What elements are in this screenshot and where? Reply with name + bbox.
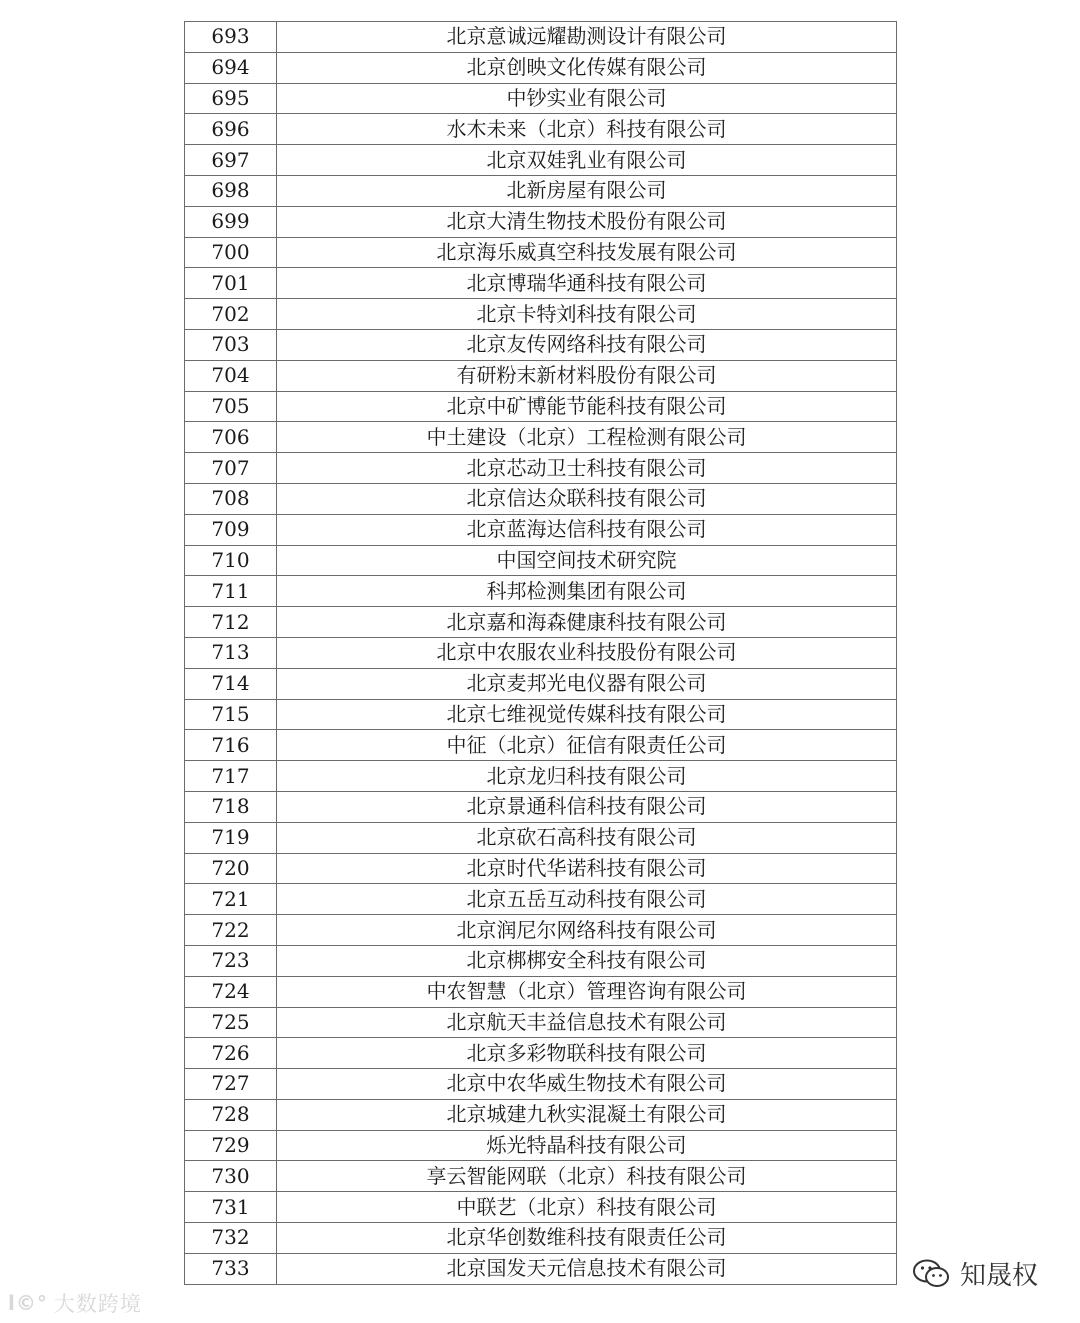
- table-row: [185, 514, 897, 545]
- table-row: [185, 853, 897, 884]
- company-name: 北京梆梆安全科技有限公司: [277, 945, 897, 976]
- table-row: [185, 668, 897, 699]
- row-number: 702: [185, 299, 277, 330]
- company-name: 北京时代华诺科技有限公司: [277, 853, 897, 884]
- company-name: 北京国发天元信息技术有限公司: [277, 1253, 897, 1284]
- company-name: 北京卡特刘科技有限公司: [277, 299, 897, 330]
- company-name: 中钞实业有限公司: [277, 83, 897, 114]
- wechat-icon: [912, 1258, 950, 1290]
- row-number: 719: [185, 822, 277, 853]
- row-number: 697: [185, 145, 277, 176]
- table-row: [185, 268, 897, 299]
- row-number: 724: [185, 976, 277, 1007]
- table-row: [185, 1192, 897, 1223]
- company-name: 北京五岳互动科技有限公司: [277, 884, 897, 915]
- watermark-logo: l©°: [8, 1291, 48, 1315]
- watermark-dashujuajing: [8, 1288, 142, 1318]
- company-name: 北新房屋有限公司: [277, 175, 897, 206]
- table-row: [185, 976, 897, 1007]
- table-row: [185, 329, 897, 360]
- table-row: [185, 1099, 897, 1130]
- company-name: 北京海乐威真空科技发展有限公司: [277, 237, 897, 268]
- row-number: 715: [185, 699, 277, 730]
- row-number: 727: [185, 1069, 277, 1100]
- row-number: 731: [185, 1192, 277, 1223]
- table-row: [185, 1007, 897, 1038]
- company-name: 北京华创数维科技有限责任公司: [277, 1223, 897, 1254]
- company-name: 北京景通科信科技有限公司: [277, 791, 897, 822]
- company-name: 享云智能网联（北京）科技有限公司: [277, 1161, 897, 1192]
- row-number: 707: [185, 453, 277, 484]
- company-name: 中土建设（北京）工程检测有限公司: [277, 422, 897, 453]
- row-number: 703: [185, 329, 277, 360]
- table-row: [185, 761, 897, 792]
- row-number: 704: [185, 360, 277, 391]
- row-number: 710: [185, 545, 277, 576]
- company-name: 北京蓝海达信科技有限公司: [277, 514, 897, 545]
- row-number: 700: [185, 237, 277, 268]
- table-row: [185, 1069, 897, 1100]
- company-name: 水木未来（北京）科技有限公司: [277, 114, 897, 145]
- company-name: 北京嘉和海森健康科技有限公司: [277, 607, 897, 638]
- table-row: [185, 206, 897, 237]
- row-number: 708: [185, 483, 277, 514]
- watermark-wechat-account: [912, 1255, 1038, 1292]
- row-number: 714: [185, 668, 277, 699]
- row-number: 709: [185, 514, 277, 545]
- table-row: [185, 453, 897, 484]
- table-row: [185, 52, 897, 83]
- row-number: 713: [185, 637, 277, 668]
- company-name: 北京城建九秋实混凝土有限公司: [277, 1099, 897, 1130]
- table-row: [185, 22, 897, 53]
- company-name: 北京大清生物技术股份有限公司: [277, 206, 897, 237]
- company-list-body: [185, 22, 897, 1285]
- row-number: 706: [185, 422, 277, 453]
- table-row: [185, 699, 897, 730]
- row-number: 716: [185, 730, 277, 761]
- table-row: [185, 791, 897, 822]
- table-row: [185, 607, 897, 638]
- company-name: 中征（北京）征信有限责任公司: [277, 730, 897, 761]
- row-number: 720: [185, 853, 277, 884]
- row-number: 712: [185, 607, 277, 638]
- table-row: [185, 945, 897, 976]
- table-row: [185, 637, 897, 668]
- company-name: 中农智慧（北京）管理咨询有限公司: [277, 976, 897, 1007]
- wechat-account-name: 知晟权: [960, 1261, 1039, 1291]
- company-name: 北京中农服农业科技股份有限公司: [277, 637, 897, 668]
- row-number: 717: [185, 761, 277, 792]
- table-row: [185, 83, 897, 114]
- row-number: 711: [185, 576, 277, 607]
- company-name: 北京友传网络科技有限公司: [277, 329, 897, 360]
- table-row: [185, 884, 897, 915]
- table-row: [185, 915, 897, 946]
- company-name: 北京龙归科技有限公司: [277, 761, 897, 792]
- row-number: 722: [185, 915, 277, 946]
- table-row: [185, 483, 897, 514]
- company-name: 科邦检测集团有限公司: [277, 576, 897, 607]
- row-number: 693: [185, 22, 277, 53]
- company-name: 北京双娃乳业有限公司: [277, 145, 897, 176]
- table-row: [185, 1130, 897, 1161]
- row-number: 732: [185, 1223, 277, 1254]
- table-row: [185, 145, 897, 176]
- table-row: [185, 360, 897, 391]
- company-name: 北京麦邦光电仪器有限公司: [277, 668, 897, 699]
- table-row: [185, 1223, 897, 1254]
- row-number: 695: [185, 83, 277, 114]
- table-row: [185, 175, 897, 206]
- table-row: [185, 545, 897, 576]
- table-row: [185, 1038, 897, 1069]
- company-name: 中联艺（北京）科技有限公司: [277, 1192, 897, 1223]
- row-number: 698: [185, 175, 277, 206]
- row-number: 696: [185, 114, 277, 145]
- company-name: 有研粉末新材料股份有限公司: [277, 360, 897, 391]
- watermark-left-text: 大数跨境: [53, 1292, 142, 1316]
- company-name: 北京博瑞华通科技有限公司: [277, 268, 897, 299]
- table-row: [185, 822, 897, 853]
- row-number: 701: [185, 268, 277, 299]
- company-name: 北京信达众联科技有限公司: [277, 483, 897, 514]
- company-list-table: [184, 21, 897, 1285]
- row-number: 705: [185, 391, 277, 422]
- table-row: [185, 237, 897, 268]
- table-row: [185, 422, 897, 453]
- company-name: 北京意诚远耀勘测设计有限公司: [277, 22, 897, 53]
- table-row: [185, 1253, 897, 1284]
- company-name: 北京中矿博能节能科技有限公司: [277, 391, 897, 422]
- row-number: 721: [185, 884, 277, 915]
- row-number: 733: [185, 1253, 277, 1284]
- company-name: 中国空间技术研究院: [277, 545, 897, 576]
- row-number: 718: [185, 791, 277, 822]
- row-number: 726: [185, 1038, 277, 1069]
- row-number: 729: [185, 1130, 277, 1161]
- company-name: 北京芯动卫士科技有限公司: [277, 453, 897, 484]
- company-name: 北京七维视觉传媒科技有限公司: [277, 699, 897, 730]
- table-row: [185, 391, 897, 422]
- table-row: [185, 1161, 897, 1192]
- company-name: 北京创映文化传媒有限公司: [277, 52, 897, 83]
- row-number: 730: [185, 1161, 277, 1192]
- table-row: [185, 299, 897, 330]
- table-row: [185, 576, 897, 607]
- table-row: [185, 114, 897, 145]
- company-name: 北京中农华威生物技术有限公司: [277, 1069, 897, 1100]
- company-name: 烁光特晶科技有限公司: [277, 1130, 897, 1161]
- row-number: 723: [185, 945, 277, 976]
- company-name: 北京多彩物联科技有限公司: [277, 1038, 897, 1069]
- table-row: [185, 730, 897, 761]
- company-name: 北京航天丰益信息技术有限公司: [277, 1007, 897, 1038]
- row-number: 725: [185, 1007, 277, 1038]
- row-number: 699: [185, 206, 277, 237]
- row-number: 728: [185, 1099, 277, 1130]
- company-name: 北京砍石高科技有限公司: [277, 822, 897, 853]
- row-number: 694: [185, 52, 277, 83]
- company-name: 北京润尼尔网络科技有限公司: [277, 915, 897, 946]
